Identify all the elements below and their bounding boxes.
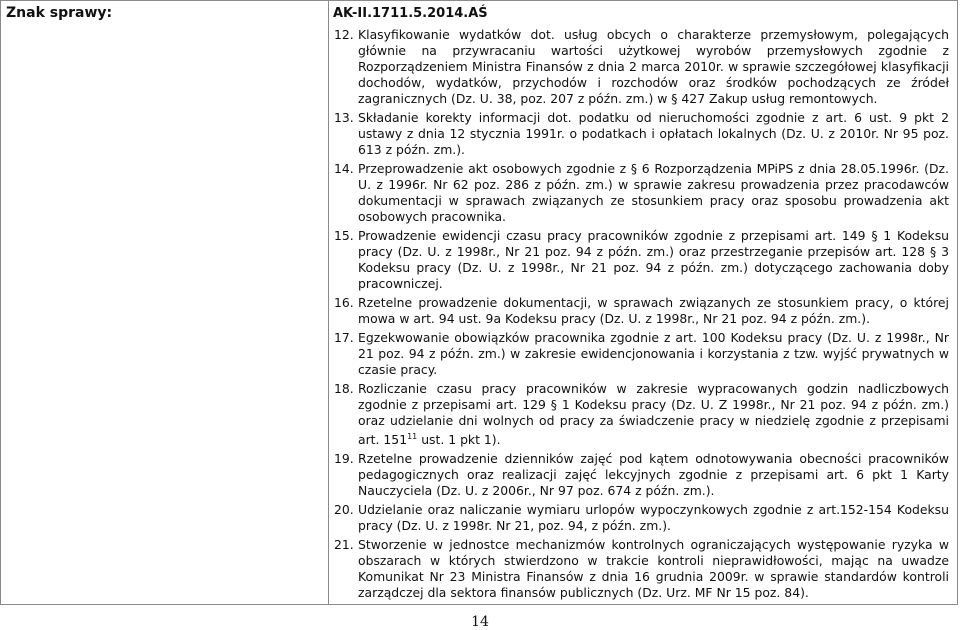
item-text: [358, 161, 957, 225]
list-item: [334, 161, 957, 225]
item-text: [358, 228, 957, 292]
item-text-main: Egzekwowanie obowiązków pracownika zgodnie z art. 100 Kodeksu pracy (Dz. U. z 1998r., Nr 21 poz. 94 z późn. zm.) w zakresie ewidencjonowania i korzystania z tzw. wyjść prywatnych w czasie pracy.: [358, 330, 949, 377]
table-row: [1, 1, 958, 605]
item-text-main: Rzetelne prowadzenie dzienników zajęć pod kątem odnotowywania obecności pracowników pedagogicznych oraz realizacji zajęć lekcyjnych zgodnie z przepisami art. 6 pkt 1 Karty Nauczyciela (Dz. U. z 2006r., Nr 97 poz. 674 z późn. zm.).: [358, 451, 949, 499]
item-number: 12.: [334, 27, 354, 42]
item-text: [358, 27, 957, 107]
list-item: [334, 110, 957, 158]
item-text-main: Rzetelne prowadzenie dokumentacji, w sprawach związanych ze stosunkiem pracy, o której mowa w art. 94 ust. 9a Kodeksu pracy (Dz. U. z 1998r., Nr 21 poz. 94 z późn. zm.).: [358, 295, 949, 326]
list-item: [334, 228, 957, 292]
item-text: [358, 381, 957, 448]
item-number: 16.: [334, 295, 354, 310]
item-text-main: Stworzenie w jednostce mechanizmów kontrolnych ograniczających występowanie ryzyka w obszarach w których stwierdzono w trakcie kontroli nieprawidłowości, mając na uwadze Komunikat Nr 23 Ministra Finansów z dnia 16 grudnia 2009r. w sprawie standardów kontroli zarządczej dla sektora finansów publicznych (Dz. Urz. MF Nr 15 poz. 84).: [358, 537, 949, 601]
item-number: 20.: [334, 502, 354, 518]
list-item: [334, 330, 957, 378]
list-item: [334, 27, 957, 107]
item-number: 13.: [334, 110, 354, 125]
item-text-main: Klasyfikowanie wydatków dot. usług obcych o charakterze przemysłowym, polegających głównie na przywracaniu wartości użytkowej wyrobów przemysłowych zgodnie z Rozporządzeniem Ministra Finansów z dnia 2 marca 2010r. w sprawie szczegółowej klasyfikacji dochodów, wydatków, przychodów i rozchodów oraz środków pochodzących ze źródeł zagranicznych (Dz. U. 38, poz. 207 z późn. zm.) w § 427 Zakup usług remontowych.: [358, 27, 949, 106]
item-number: 21.: [334, 537, 354, 553]
item-text: [358, 330, 957, 378]
item-number: 19.: [334, 451, 354, 467]
case-label-cell: [1, 1, 329, 605]
item-text: [358, 295, 957, 327]
recommendations-list: [334, 27, 957, 601]
item-text-main: Udzielanie oraz naliczanie wymiaru urlopów wypoczynkowych zgodnie z art.152-154 Kodeksu pracy (Dz. U. z 1998r. Nr 21, poz. 94, z późn. zm.).: [358, 502, 949, 534]
item-text-main: Składanie korekty informacji dot. podatku od nieruchomości zgodnie z art. 6 ust. 9 pkt 2 ustawy z dnia 12 stycznia 1991r. o podatkach i opłatach lokalnych (Dz. U. z 2010r. Nr 95 poz. 613 z późn. zm.).: [358, 110, 949, 157]
item-number: 15.: [334, 228, 354, 243]
item-text: [358, 451, 957, 499]
item-text: [358, 502, 957, 534]
content-cell: [329, 1, 958, 605]
item-text-main: Rozliczanie czasu pracy pracowników w zakresie wypracowanych godzin nadliczbowych zgodnie z przepisami art. 129 § 1 Kodeksu pracy (Dz. U. Z 1998r., Nr 21 poz. 94 z późn. zm.) oraz udzielanie dni wolnych od pracy za świadczenie pracy w niedzielę zgodnie z przepisami art. 151: [358, 381, 949, 448]
list-item: [334, 295, 957, 327]
item-text-main: Przeprowadzenie akt osobowych zgodnie z § 6 Rozporządzenia MPiPS z dnia 28.05.1996r. (Dz. U. z 1996r. Nr 62 poz. 286 z późn. zm.) w sprawie zakresu prowadzenia przez pracodawców dokumentacji w sprawach związanych ze stosunkiem pracy oraz sposobu prowadzenia akt osobowych pracownika.: [358, 161, 949, 224]
page-number: 14: [471, 614, 489, 630]
case-number: AK-II.1711.5.2014.AŚ: [333, 6, 488, 21]
list-item: [334, 451, 957, 499]
item-number: 17.: [334, 330, 354, 345]
item-text-main: Prowadzenie ewidencji czasu pracy pracowników zgodnie z przepisami art. 149 § 1 Kodeksu pracy (Dz. U. z 1998r., Nr 21 poz. 94 z późn. zm.) oraz przestrzeganie przepisów art. 128 § 3 Kodeksu pracy (Dz. U. z 1998r., Nr 21 poz. 94 z późn. zm.) dotyczącego zachowania doby pracowniczej.: [358, 228, 949, 291]
list-item: [334, 381, 957, 448]
item-text: [358, 537, 957, 601]
item-number: 14.: [334, 161, 354, 176]
list-item: [334, 502, 957, 534]
item-text: [358, 110, 957, 158]
case-label: Znak sprawy:: [6, 5, 113, 21]
item-text-tail: ust. 1 pkt 1).: [417, 432, 501, 448]
item-number: 18.: [334, 381, 354, 396]
list-item: [334, 537, 957, 601]
item-superscript: 11: [407, 432, 418, 441]
